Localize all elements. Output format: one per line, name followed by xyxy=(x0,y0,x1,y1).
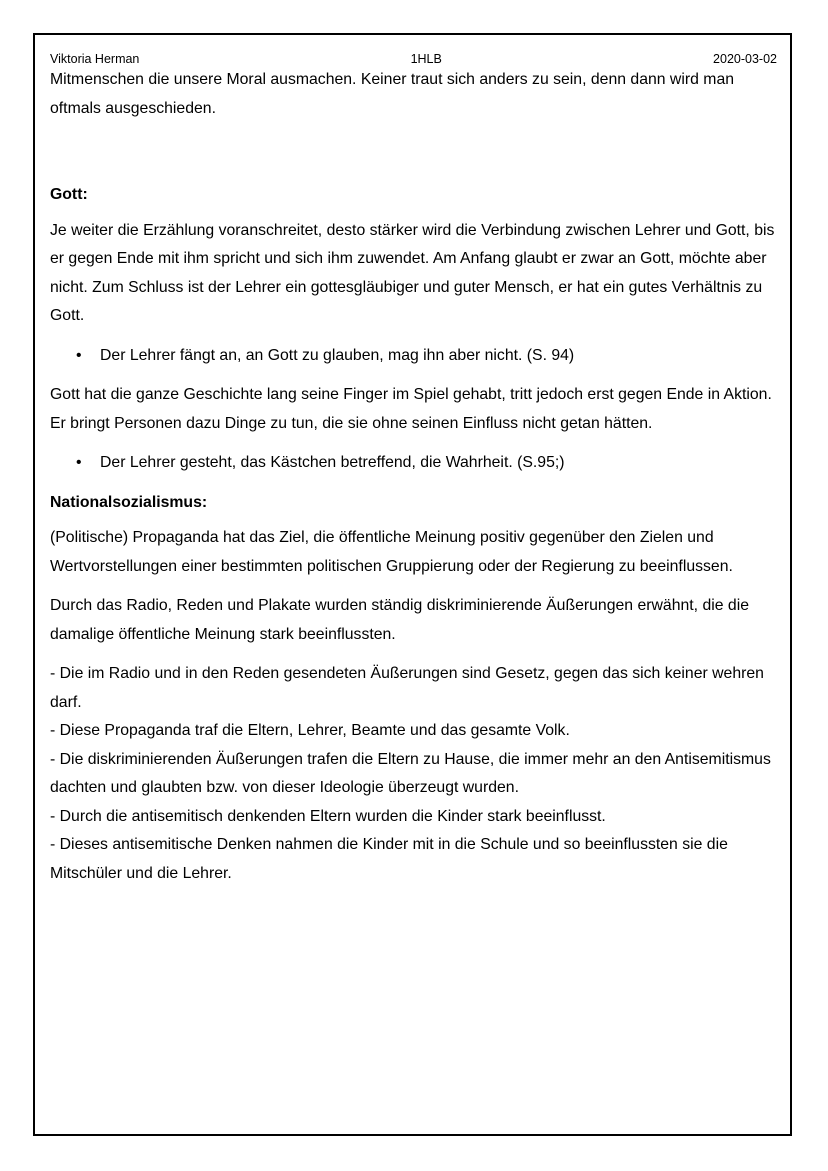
section-spacer xyxy=(50,123,780,181)
author-name: Viktoria Herman xyxy=(50,52,140,66)
ns-paragraph-1: (Politische) Propaganda hat das Ziel, die öffentliche Meinung positiv gegenüber den Zielen und Wertvorstellungen einer bestimmten politischen Gruppierung oder der Regierung zu beeinflussen. xyxy=(50,529,733,575)
ns-line: - Die diskriminierenden Äußerungen trafen die Eltern zu Hause, die immer mehr an den Antisemitismus dachten und glaubten bzw. von dieser Ideologie überzeugt wurden. xyxy=(50,750,771,796)
document-date: 2020-03-02 xyxy=(713,52,777,66)
page-header xyxy=(50,52,777,66)
gott-paragraph-1: Je weiter die Erzählung voranschreitet, desto stärker wird die Verbindung zwischen Lehrer und Gott, bis er gegen Ende mit ihm spricht und sich ihm zuwendet. Am Anfang glaubt er zwar an Gott, möchte aber nicht. Zum Schluss ist der Lehrer ein gottesgläubiger und guter Mensch, er hat ein gutes Verhältnis zu Gott. xyxy=(50,221,775,324)
ns-paragraph-2: Durch das Radio, Reden und Plakate wurden ständig diskriminierende Äußerungen erwähnt, die die damalige öffentliche Meinung stark beeinflussten. xyxy=(50,597,749,643)
class-name: 1HLB xyxy=(410,52,442,66)
ns-line: - Die im Radio und in den Reden gesendeten Äußerungen sind Gesetz, gegen das sich keiner wehren darf. xyxy=(50,665,764,711)
bullet-text: Der Lehrer gesteht, das Kästchen betreffend, die Wahrheit. (S.95;) xyxy=(100,454,565,471)
ns-line: - Dieses antisemitische Denken nahmen die Kinder mit in die Schule und so beeinflussten sie die Mitschüler und die Lehrer. xyxy=(50,836,728,882)
bullet-dot: • xyxy=(76,346,82,364)
ns-line: - Durch die antisemitisch denkenden Eltern wurden die Kinder stark beeinflusst. xyxy=(50,807,606,825)
intro-paragraph: Mitmenschen die unsere Moral ausmachen. Keiner traut sich anders zu sein, denn dann wird man oftmals ausgeschieden. xyxy=(50,71,735,117)
bullet-dot: • xyxy=(76,454,82,471)
gott-paragraph-2: Gott hat die ganze Geschichte lang seine Finger im Spiel gehabt, tritt jedoch erst gegen Ende in Aktion. Er bringt Personen dazu Dinge zu tun, die sie ohne seinen Einfluss nicht getan hätten. xyxy=(50,386,772,432)
gott-heading: Gott: xyxy=(50,186,88,203)
bullet-text: Der Lehrer fängt an, an Gott zu glauben, mag ihn aber nicht. (S. 94) xyxy=(100,346,575,364)
ns-heading: Nationalsozialismus: xyxy=(50,493,208,511)
document-body xyxy=(50,66,780,888)
gott-bullet-2 xyxy=(50,449,780,478)
ns-line: - Diese Propaganda traf die Eltern, Lehrer, Beamte und das gesamte Volk. xyxy=(50,722,570,739)
gott-bullet-1 xyxy=(50,342,780,371)
